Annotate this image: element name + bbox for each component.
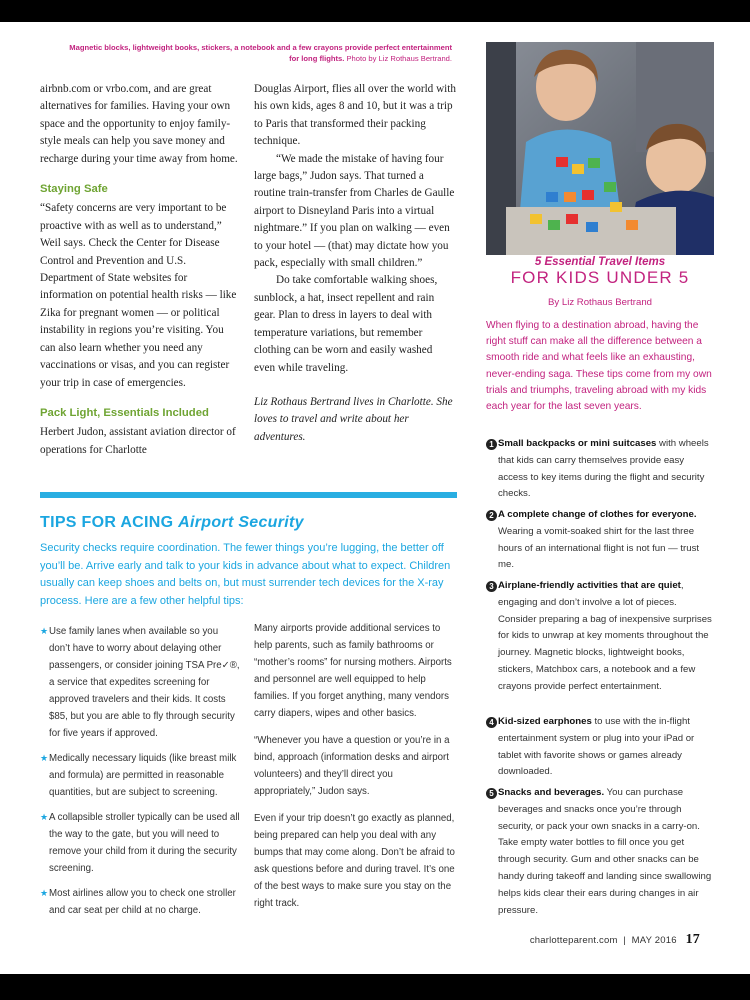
tips-intro: Security checks require coordination. The fewer things you’re lugging, the better off you’ll be. Arrive early and talk to your kids in advance about what to expect. Children usually can keep shoes and belts on, but must surrender tech devices for the X-ray process. Here are a few other helpful tips: (40, 542, 451, 607)
article-column-2 (254, 81, 456, 446)
star-icon: ★ (40, 753, 49, 763)
tips-paragraph: Even if your trip doesn’t go exactly as planned, being prepared can help you deal with any bumps that may come along. Don’t be afraid to ask questions before and during travel. It’s one of the best ways to make sure you stay on the right track. (254, 813, 455, 909)
number-badge: 1 (486, 439, 497, 450)
essential-item-2 (486, 507, 716, 574)
page-number: 17 (685, 932, 700, 947)
heading-pack-light: Pack Light, Essentials Included (40, 406, 209, 419)
tips-title (40, 514, 304, 532)
tips-column-2 (254, 620, 456, 922)
tip-item (40, 885, 240, 919)
star-icon: ★ (40, 812, 49, 822)
tip-text: Medically necessary liquids (like breast milk and formula) are permitted in reasonable quantities, but are subject to screening. (49, 753, 237, 798)
item-title: A complete change of clothes for everyone. (498, 509, 697, 520)
tips-paragraph: Many airports provide additional services to help parents, such as family bathrooms or “mother’s rooms” for nursing mothers. Airports and personnel are well equipped to help families. If you forget anything, many vendors carry diapers, wipes and other basics. (254, 623, 452, 719)
footer-date: MAY 2016 (631, 935, 677, 946)
tip-item (40, 750, 240, 801)
tips-paragraph: “Whenever you have a question or you’re in a bind, approach (information desks and airport volunteers) and they’ll direct you appropriately,” Judon says. (254, 735, 450, 797)
sidebar-subtitle: FOR KIDS UNDER 5 (510, 268, 690, 287)
item-text: You can purchase beverages and snacks once you’re through security, or pack your own snacks in a carry-on. Take empty water bottles to fill once you get through security. Gum and other snacks can be handy during takeoff and landing since swallowing helps kids clear their ears during changes in air pressure. (498, 787, 712, 916)
item-title: Snacks and beverages. (498, 787, 605, 798)
number-badge: 3 (486, 581, 497, 592)
tip-text: A collapsible stroller typically can be used all the way to the gate, but you will need to remove your child from it during the security screening. (49, 812, 240, 874)
kids-photo (486, 42, 714, 255)
tips-title-plain: TIPS FOR ACING (40, 514, 174, 531)
essential-item-3 (486, 578, 716, 696)
tip-item (40, 809, 240, 877)
author-bio: Liz Rothaus Bertrand lives in Charlotte. She loves to travel and write about her adventures. (254, 395, 453, 443)
item-title: Kid-sized earphones (498, 716, 592, 727)
item-title: Small backpacks or mini suitcases (498, 438, 657, 449)
sidebar-title: 5 Essential Travel Items (534, 256, 666, 268)
number-badge: 2 (486, 510, 497, 521)
sidebar-byline: By Liz Rothaus Bertrand (548, 297, 652, 308)
item-text: to use with the in-flight entertainment system or plug into your iPad or tablet with favorite shows or games already downloaded. (498, 716, 695, 778)
article-paragraph: “Safety concerns are very important to be proactive with as well as to understand,” Weil says. Check the Center for Disease Control and Prevention and U.S. Department of State websites for information on potential health risks — like Zika for pregnant women — or political instability in regions you’re visiting. You can also learn whether you need any vaccinations or visas, and you can register your trip in case of emergencies. (40, 202, 237, 389)
tips-list (40, 623, 240, 927)
kids-photo-illustration (486, 42, 714, 255)
caption-credit: Photo by Liz Rothaus Bertrand. (346, 54, 452, 63)
photo-caption (60, 42, 452, 64)
article-paragraph: Douglas Airport, flies all over the world with his own kids, ages 8 and 10, but it was a trip to Paris that transformed their packing technique. (254, 83, 456, 148)
page-footer (530, 932, 700, 948)
caption-text: Magnetic blocks, lightweight books, stickers, a notebook and a few crayons provide perfect entertainment for long flights. (69, 43, 452, 63)
magazine-page (0, 22, 750, 974)
sidebar-intro: When flying to a destination abroad, having the right stuff can make all the difference between a smooth ride and what feels like an exhausting, never-ending saga. These tips come from my own trials and triumphs, traveling abroad with my kids each year for the last seven years. (486, 320, 712, 413)
tip-item (40, 623, 240, 742)
essential-item-4 (486, 714, 716, 781)
footer-separator: | (623, 935, 626, 946)
article-column-1 (40, 81, 240, 459)
article-paragraph: Do take comfortable walking shoes, sunblock, a hat, insect repellent and rain gear. Plan to dress in layers to deal with temperature variations, but remember clothing can be worn and easily washed even while traveling. (254, 274, 438, 374)
item-title: Airplane-friendly activities that are quiet (498, 580, 681, 591)
star-icon: ★ (40, 626, 49, 636)
tips-title-italic: Airport Security (178, 514, 304, 531)
article-paragraph: airbnb.com or vrbo.com, and are great alternatives for families. Having your own space and the opportunity to enjoy family-style meals can help you save money and recharge during your time away from home. (40, 83, 238, 165)
essential-item-1 (486, 436, 716, 503)
number-badge: 5 (486, 788, 497, 799)
heading-staying-safe: Staying Safe (40, 183, 108, 196)
footer-site: charlotteparent.com (529, 935, 618, 946)
essential-item-5 (486, 785, 716, 919)
item-text: Wearing a vomit-soaked shirt for the last three hours of an international flight is not fun — trust me. (498, 525, 700, 571)
star-icon: ★ (40, 888, 49, 898)
number-badge: 4 (486, 717, 497, 728)
article-paragraph: “We made the mistake of having four large bags,” Judon says. That turned a routine train-transfer from Charles de Gaulle airport to Disneyland Paris into a virtual nightmare.” If you plan on walking — even to your hotel — (that) may dictate how you pack, especially with small children.” (254, 152, 455, 270)
section-divider (40, 492, 457, 498)
item-text: , engaging and don’t involve a lot of pieces. Consider preparing a bag of inexpensive surprises for kids to unwrap at key moments throughout the journey. Magnetic blocks, lightweight books, stickers, Matchbox cars, a notebook and a few crayons provide perfect entertainment. (498, 580, 712, 692)
tip-text: Use family lanes when available so you don’t have to worry about delaying other passengers, or consider joining TSA Pre✓®, a service that expedites screening for approved travelers and their kids. It costs $85, but you are able to fly through security for five years if approved. (49, 626, 240, 739)
item-text: with wheels that kids can carry themselves provide easy access to key items during the flight and security checks. (498, 438, 709, 500)
tip-text: Most airlines allow you to check one stroller and car seat per child at no charge. (49, 888, 236, 916)
article-paragraph: Herbert Judon, assistant aviation director of operations for Charlotte (40, 426, 236, 456)
